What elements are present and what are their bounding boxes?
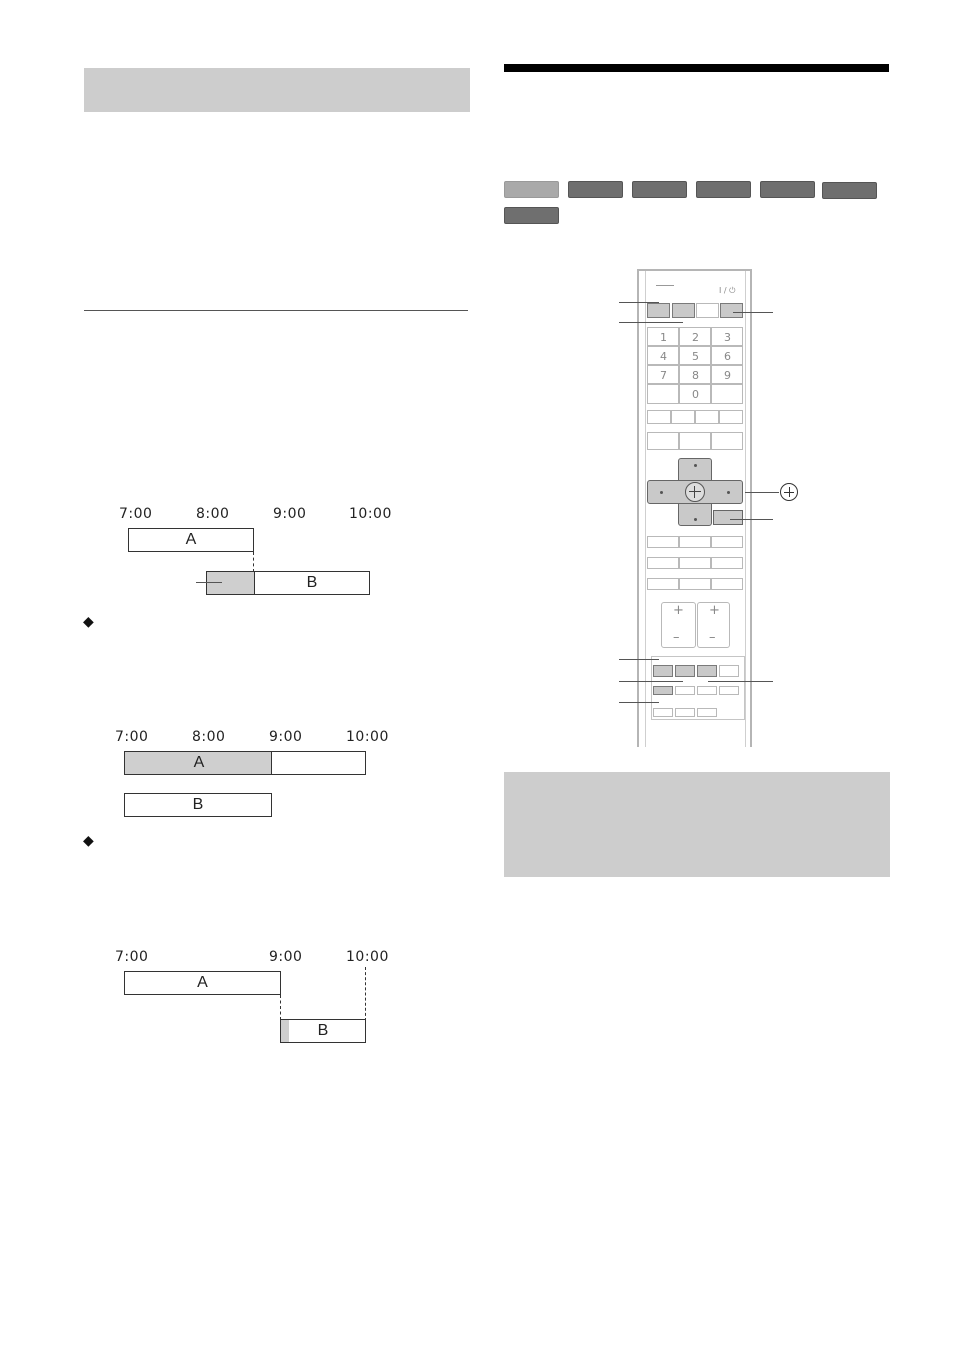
disc-tab	[760, 181, 815, 198]
program-a-bar	[124, 751, 366, 775]
program-b-label: B	[306, 574, 318, 591]
time-label: 9:00	[269, 949, 303, 965]
remote-key[interactable]	[675, 686, 695, 695]
enter-button[interactable]	[685, 482, 705, 502]
overlap-shade	[207, 572, 255, 594]
plus-label: +	[709, 603, 720, 618]
rec-stop-button[interactable]	[675, 665, 695, 677]
dpad-side-key[interactable]	[713, 510, 743, 525]
time-label: 10:00	[346, 949, 389, 965]
time-label: 9:00	[273, 506, 307, 522]
time-label: 9:00	[269, 729, 303, 745]
time-label: 7:00	[119, 506, 153, 522]
callout-line	[196, 582, 222, 583]
digit-label: 1	[660, 331, 667, 344]
arrow-right-icon	[727, 491, 730, 494]
timer-button[interactable]	[653, 686, 673, 695]
time-marker-dashed	[280, 995, 281, 1020]
plus-label: +	[673, 603, 684, 618]
callout-line	[745, 492, 779, 493]
disc-tab	[568, 181, 623, 198]
callout-line	[708, 681, 773, 682]
digit-label: 8	[692, 369, 699, 382]
note-box	[504, 772, 890, 877]
rec-mode-button[interactable]	[697, 665, 717, 677]
remote-key[interactable]	[719, 686, 739, 695]
disc-tab	[822, 182, 877, 199]
callout-line	[619, 702, 659, 703]
remote-key[interactable]	[719, 665, 739, 677]
program-b-bar	[124, 793, 272, 817]
disc-tab	[504, 207, 559, 224]
callout-line	[619, 302, 659, 303]
remote-key[interactable]	[679, 557, 711, 569]
remote-key[interactable]	[711, 557, 743, 569]
digit-label: 3	[724, 331, 731, 344]
digit-label: 9	[724, 369, 731, 382]
program-b-label: B	[192, 796, 204, 813]
number-key[interactable]	[647, 384, 679, 404]
remote-key-highlighted[interactable]	[672, 303, 695, 318]
enter-crosshair-icon	[694, 486, 695, 498]
program-b-bar	[206, 571, 370, 595]
minus-label: –	[709, 630, 716, 645]
remote-key[interactable]	[679, 536, 711, 548]
program-a-label: A	[185, 531, 197, 548]
remote-key[interactable]	[653, 708, 673, 717]
time-label: 7:00	[115, 949, 149, 965]
remote-key[interactable]	[696, 303, 719, 318]
disc-tab	[504, 181, 559, 198]
record-button[interactable]	[653, 665, 673, 677]
remote-key[interactable]	[711, 536, 743, 548]
remote-key[interactable]	[719, 410, 743, 424]
bullet-diamond: ◆	[83, 832, 94, 848]
time-label: 10:00	[346, 729, 389, 745]
remote-key-highlighted[interactable]	[647, 303, 670, 318]
direction-pad[interactable]	[647, 458, 743, 526]
digit-label: 4	[660, 350, 667, 363]
remote-key[interactable]	[647, 432, 679, 450]
overlap-shade	[281, 1020, 289, 1042]
remote-key[interactable]	[679, 432, 711, 450]
time-marker-dashed	[365, 967, 366, 1021]
enter-crosshair-icon	[689, 491, 701, 492]
time-label: 10:00	[349, 506, 392, 522]
digit-label: 2	[692, 331, 699, 344]
disc-tab	[632, 181, 687, 198]
remote-key-highlighted[interactable]	[720, 303, 743, 318]
callout-line	[619, 322, 683, 323]
arrow-down-icon	[694, 518, 697, 521]
time-label: 8:00	[192, 729, 226, 745]
digit-label: 7	[660, 369, 667, 382]
remote-key[interactable]	[675, 708, 695, 717]
digit-label: 0	[692, 388, 699, 401]
program-a-bar	[128, 528, 254, 552]
remote-key[interactable]	[711, 432, 743, 450]
time-marker-dashed	[253, 552, 254, 572]
disc-tab	[696, 181, 751, 198]
enter-symbol-icon	[789, 487, 790, 497]
time-label: 8:00	[196, 506, 230, 522]
program-b-label: B	[317, 1022, 329, 1039]
remote-key[interactable]	[647, 557, 679, 569]
arrow-up-icon	[694, 464, 697, 467]
callout-line	[730, 519, 773, 520]
time-label: 7:00	[115, 729, 149, 745]
remote-key[interactable]	[695, 410, 719, 424]
digit-label: 5	[692, 350, 699, 363]
remote-key[interactable]	[697, 708, 717, 717]
digit-label: 6	[724, 350, 731, 363]
remote-top-line	[656, 285, 674, 286]
section-divider	[84, 310, 468, 311]
program-a-bar	[124, 971, 281, 995]
remote-key[interactable]	[671, 410, 695, 424]
number-key[interactable]	[711, 384, 743, 404]
remote-key[interactable]	[647, 536, 679, 548]
remote-key[interactable]	[697, 686, 717, 695]
heading-thick-rule	[504, 64, 889, 72]
program-a-label: A	[197, 974, 208, 991]
callout-line	[733, 312, 773, 313]
remote-key[interactable]	[679, 578, 711, 590]
callout-line	[619, 659, 659, 660]
bullet-diamond: ◆	[83, 613, 94, 629]
remote-key[interactable]	[711, 578, 743, 590]
section-header-banner	[84, 68, 470, 112]
program-a-label: A	[193, 754, 205, 771]
minus-label: –	[673, 630, 680, 645]
program-b-bar	[280, 1019, 366, 1043]
remote-key[interactable]	[647, 578, 679, 590]
power-label: I / ⏻	[719, 286, 736, 295]
callout-line	[619, 681, 683, 682]
remote-key[interactable]	[647, 410, 671, 424]
arrow-left-icon	[660, 491, 663, 494]
